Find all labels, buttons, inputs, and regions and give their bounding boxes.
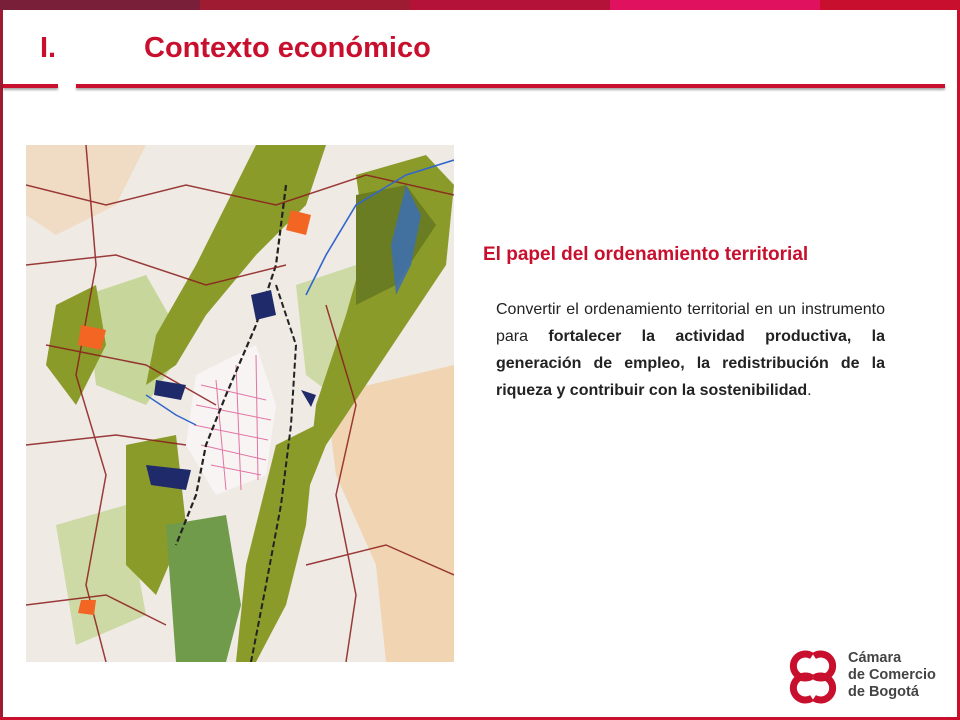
logo-line-1: Cámara (848, 650, 902, 666)
territorial-map-image (26, 145, 454, 662)
title-rule-long (76, 84, 945, 88)
ccb-logo (782, 648, 952, 704)
section-number: I. (40, 32, 57, 64)
frame-left-border (0, 10, 3, 720)
paragraph-bold: fortalecer la actividad productiva, la generación de empleo, la redistribución de la riqueza y contribuir con la sostenibilidad (496, 328, 886, 399)
title-rule-short (3, 84, 58, 88)
paragraph-intro: Convertir el ordenamiento territorial en un instrumento para (496, 301, 885, 345)
top-color-band (0, 0, 960, 10)
paragraph-end: . (807, 382, 812, 399)
ccb-logo-icon (782, 648, 844, 704)
logo-line-3: de Bogotá (848, 684, 919, 700)
page-title: Contexto económico (144, 32, 431, 64)
logo-line-2: de Comercio (848, 667, 936, 683)
body-paragraph (496, 296, 885, 404)
section-subtitle: El papel del ordenamiento territorial (483, 244, 809, 265)
